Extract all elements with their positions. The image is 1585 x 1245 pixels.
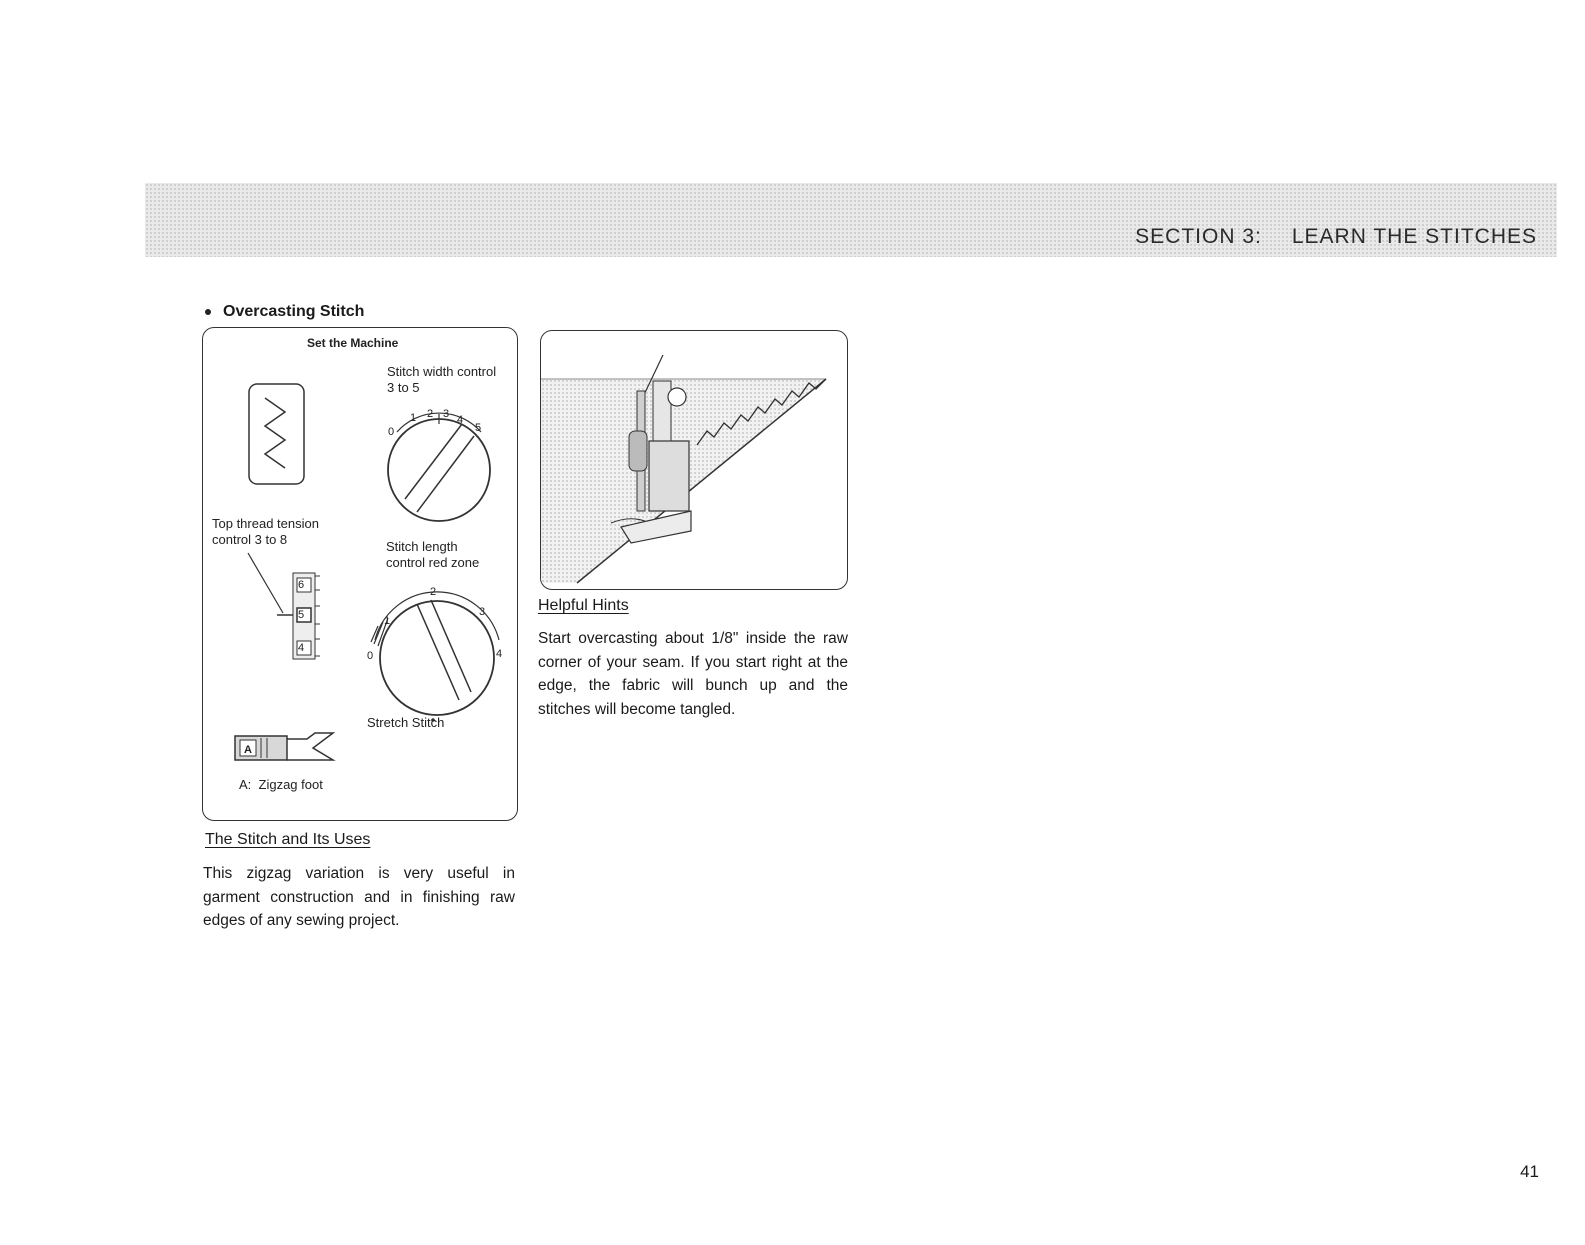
width-tick-0: 0 [388, 426, 395, 438]
width-control-label: Stitch width control 3 to 5 [387, 364, 497, 395]
foot-letter-label: A [244, 744, 252, 756]
helpful-hints-text: Start overcasting about 1/8" inside the raw corner of your seam. If you start right at the edge, the fabric will bunch up and the stitches will become tangled. [538, 630, 848, 718]
tension-number-4: 4 [298, 642, 305, 654]
stitch-uses-text: This zigzag variation is very useful in garment construction and in finishing raw edges of any sewing project. [203, 865, 515, 929]
length-tick-1: 1 [384, 615, 391, 627]
bullet-icon [205, 309, 211, 315]
length-tick-2: 2 [430, 586, 437, 598]
tension-number-5: 5 [298, 609, 305, 621]
page-number: 41 [1520, 1162, 1539, 1181]
presser-foot-photo-illustration [541, 331, 848, 590]
width-tick-2: 2 [427, 408, 434, 420]
tension-number-6: 6 [298, 579, 305, 591]
width-tick-3: 3 [443, 408, 450, 420]
zigzag-foot-label: A: Zigzag foot [239, 777, 323, 792]
section-header-band [145, 183, 1557, 257]
page-heading [205, 303, 364, 321]
section-title [1135, 225, 1537, 249]
zigzag-pattern-icon [249, 384, 304, 484]
length-tick-4: 4 [496, 648, 503, 660]
width-tick-1: 1 [410, 412, 417, 424]
width-tick-5: 5 [475, 422, 482, 434]
length-control-label: Stitch length control red zone [386, 539, 480, 570]
stitch-uses-heading: The Stitch and Its Uses [205, 831, 371, 848]
width-tick-4: 4 [457, 414, 464, 426]
length-tick-3: 3 [479, 606, 486, 618]
helpful-hints-heading: Helpful Hints [538, 597, 629, 614]
length-tick-0: 0 [367, 650, 374, 662]
tension-control-icon [248, 553, 320, 659]
section-name: LEARN THE STITCHES [1291, 225, 1537, 248]
stretch-stitch-label: Stretch Stitch [367, 715, 445, 730]
section-label: SECTION 3: [1135, 225, 1262, 248]
machine-box-title: Set the Machine [307, 336, 399, 350]
overcasting-photo [540, 330, 848, 590]
tension-control-label: Top thread tension control 3 to 8 [212, 516, 319, 547]
machine-settings-box [202, 327, 518, 821]
heading-text: Overcasting Stitch [223, 303, 365, 320]
